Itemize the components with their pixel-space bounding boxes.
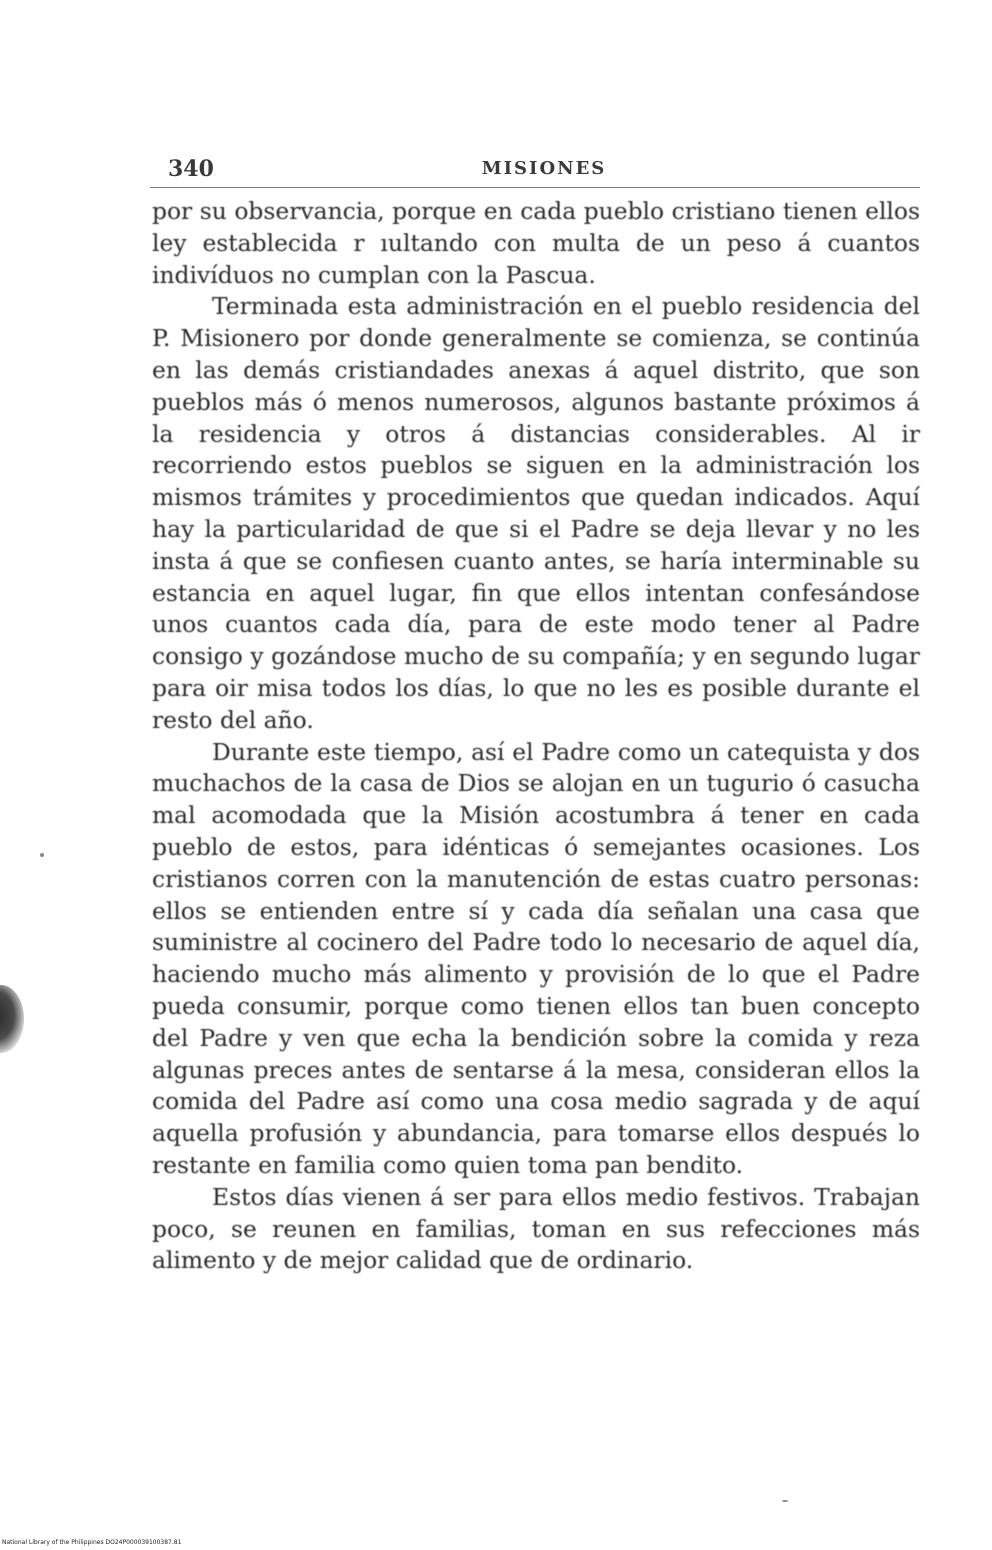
body-text xyxy=(152,196,920,1277)
paragraph: Durante este tiempo, así el Padre como un catequista y dos muchachos de la casa de Dios se alojan en un tugurio ó casucha mal acomodada que la Misión acostumbra á tener en cada pueblo de estos, para idénticas ó semejantes ocasiones. Los cristianos corren con la manutención de estas cuatro personas: ellos se entienden entre sí y cada día señalan una casa que suministre al cocinero del Padre todo lo necesario de aquel día, haciendo mucho más alimento y provisión de lo que el Padre pueda consumir, porque como tienen ellos tan buen concepto del Padre y ven que echa la bendición sobre la comida y reza algunas preces antes de sentarse á la mesa, consideran ellos la comida del Padre así como una cosa medio sagrada y de aquí aquella profusión y abundancia, para tomarse ellos después lo restante en familia como quien toma pan bendito. xyxy=(152,737,920,1179)
scan-speck xyxy=(782,1500,788,1502)
paragraph-continued: por su observancia, porque en cada pueblo cristiano tienen ellos ley establecida r ıultando con multa de un peso á cuantos indivíduos no cumplan con la Pascua. xyxy=(152,197,920,289)
page-number: 340 xyxy=(168,156,214,182)
page-header xyxy=(168,156,920,186)
paragraph: Estos días vienen á ser para ellos medio festivos. Trabajan poco, se reunen en familias, toman en sus refecciones más alimento y de mejor calidad que de ordinario. xyxy=(152,1182,920,1275)
paragraph: Terminada esta administración en el pueblo residencia del P. Misionero por donde generalmente se comienza, se continúa en las demás cristiandades anexas á aquel distrito, que son pueblos más ó menos numerosos, algunos bastante próximos á la residencia y otros á distancias considerables. Al ir recorriendo estos pueblos se siguen en la administración los mismos trámites y procedimientos que quedan indicados. Aquí hay la particularidad de que si el Padre se deja llevar y no les insta á que se confiesen cuanto antes, se haría interminable su estancia en aquel lugar, fin que ellos intentan confesándose unos cuantos cada día, para de este modo tener al Padre consigo y gozándose mucho de su compañía; y en segundo lugar para oir misa todos los días, lo que no les es posible durante el resto del año. xyxy=(152,292,920,734)
library-credit: National Library of the Philippines DO24P000039100387.81 xyxy=(2,1539,182,1546)
header-rule xyxy=(150,187,920,188)
running-title: MISIONES xyxy=(481,158,607,179)
scan-thumb-shadow xyxy=(0,985,24,1053)
scan-speck xyxy=(40,853,44,857)
